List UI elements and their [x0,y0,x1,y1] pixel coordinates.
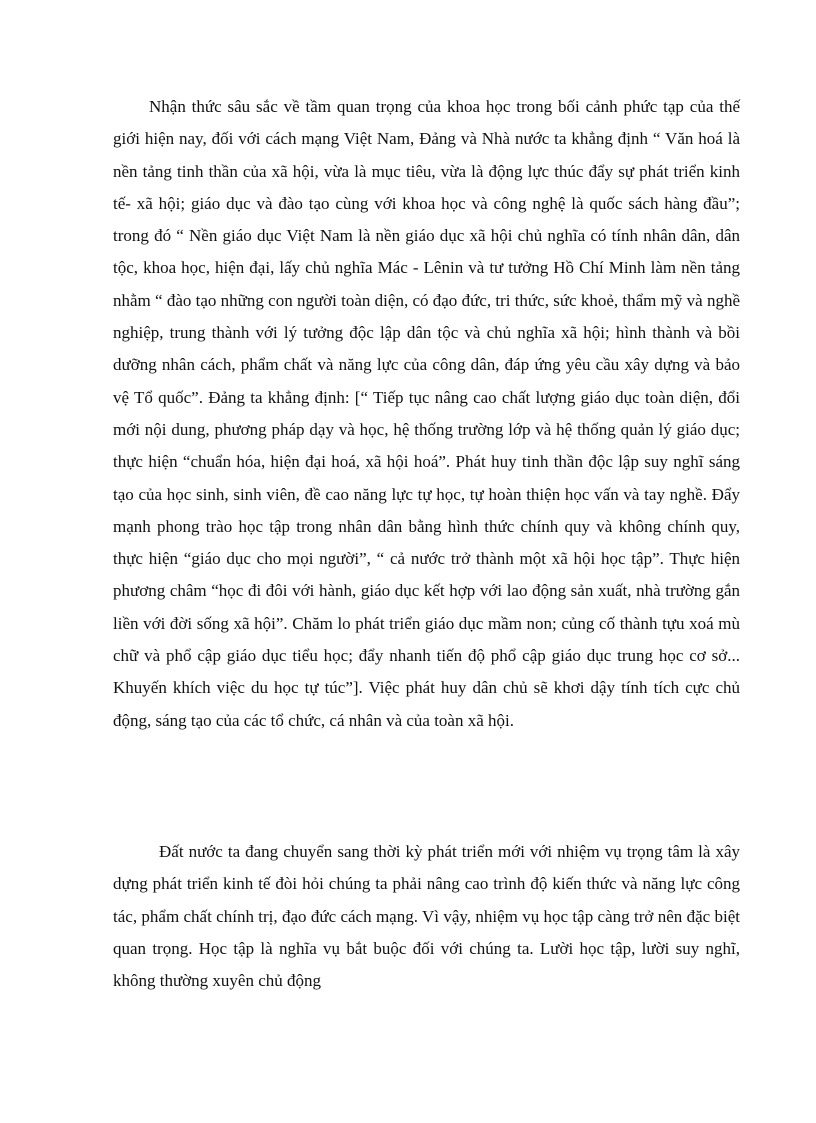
body-paragraph-1: Nhận thức sâu sắc về tầm quan trọng của khoa học trong bối cảnh phức tạp của thế giới hiện nay, đối với cách mạng Việt Nam, Đảng và Nhà nước ta khẳng định “ Văn hoá là nền tảng tinh thần của xã hội, vừa là mục tiêu, vừa là động lực thúc đẩy sự phát triển kinh tế- xã hội; giáo dục và đào tạo cùng với khoa học và công nghệ là quốc sách hàng đầu”; trong đó “ Nền giáo dục Việt Nam là nền giáo dục xã hội chủ nghĩa có tính nhân dân, dân tộc, khoa học, hiện đại, lấy chủ nghĩa Mác - Lênin và tư tưởng Hồ Chí Minh làm nền tảng nhằm “ đào tạo những con người toàn diện, có đạo đức, tri thức, sức khoẻ, thẩm mỹ và nghề nghiệp, trung thành với lý tưởng độc lập dân tộc và chủ nghĩa xã hội; hình thành và bồi dưỡng nhân cách, phẩm chất và năng lực của công dân, đáp ứng yêu cầu xây dựng và bảo vệ Tổ quốc”. Đảng ta khẳng định: [“ Tiếp tục nâng cao chất lượng giáo dục toàn diện, đổi mới nội dung, phương pháp dạy và học, hệ thống trường lớp và hệ thống quản lý giáo dục; thực hiện “chuẩn hóa, hiện đại hoá, xã hội hoá”. Phát huy tinh thần độc lập suy nghĩ sáng tạo của học sinh, sinh viên, đề cao năng lực tự học, tự hoàn thiện học vấn và tay nghề. Đẩy mạnh phong trào học tập trong nhân dân bằng hình thức chính quy và không chính quy, thực hiện “giáo dục cho mọi người”, “ cả nước trở thành một xã hội học tập”. Thực hiện phương châm “học đi đôi với hành, giáo dục kết hợp với lao động sản xuất, nhà trường gắn liền với đời sống xã hội”. Chăm lo phát triển giáo dục mầm non; củng cố thành tựu xoá mù chữ và phổ cập giáo dục tiểu học; đẩy nhanh tiến độ phổ cập giáo dục trung học cơ sở... Khuyến khích việc du học tự túc”]. Việc phát huy dân chủ sẽ khơi dậy tính tích cực chủ động, sáng tạo của các tổ chức, cá nhân và của toàn xã hội. [113,97,740,730]
body-paragraph-2: Đất nước ta đang chuyển sang thời kỳ phát triển mới với nhiệm vụ trọng tâm là xây dựng phát triển kinh tế đòi hỏi chúng ta phải nâng cao trình độ kiến thức và năng lực công tác, phẩm chất chính trị, đạo đức cách mạng. Vì vậy, nhiệm vụ học tập càng trở nên đặc biệt quan trọng. Học tập là nghĩa vụ bắt buộc đối với chúng ta. Lười học tập, lười suy nghĩ, không thường xuyên chủ động [113,842,740,991]
